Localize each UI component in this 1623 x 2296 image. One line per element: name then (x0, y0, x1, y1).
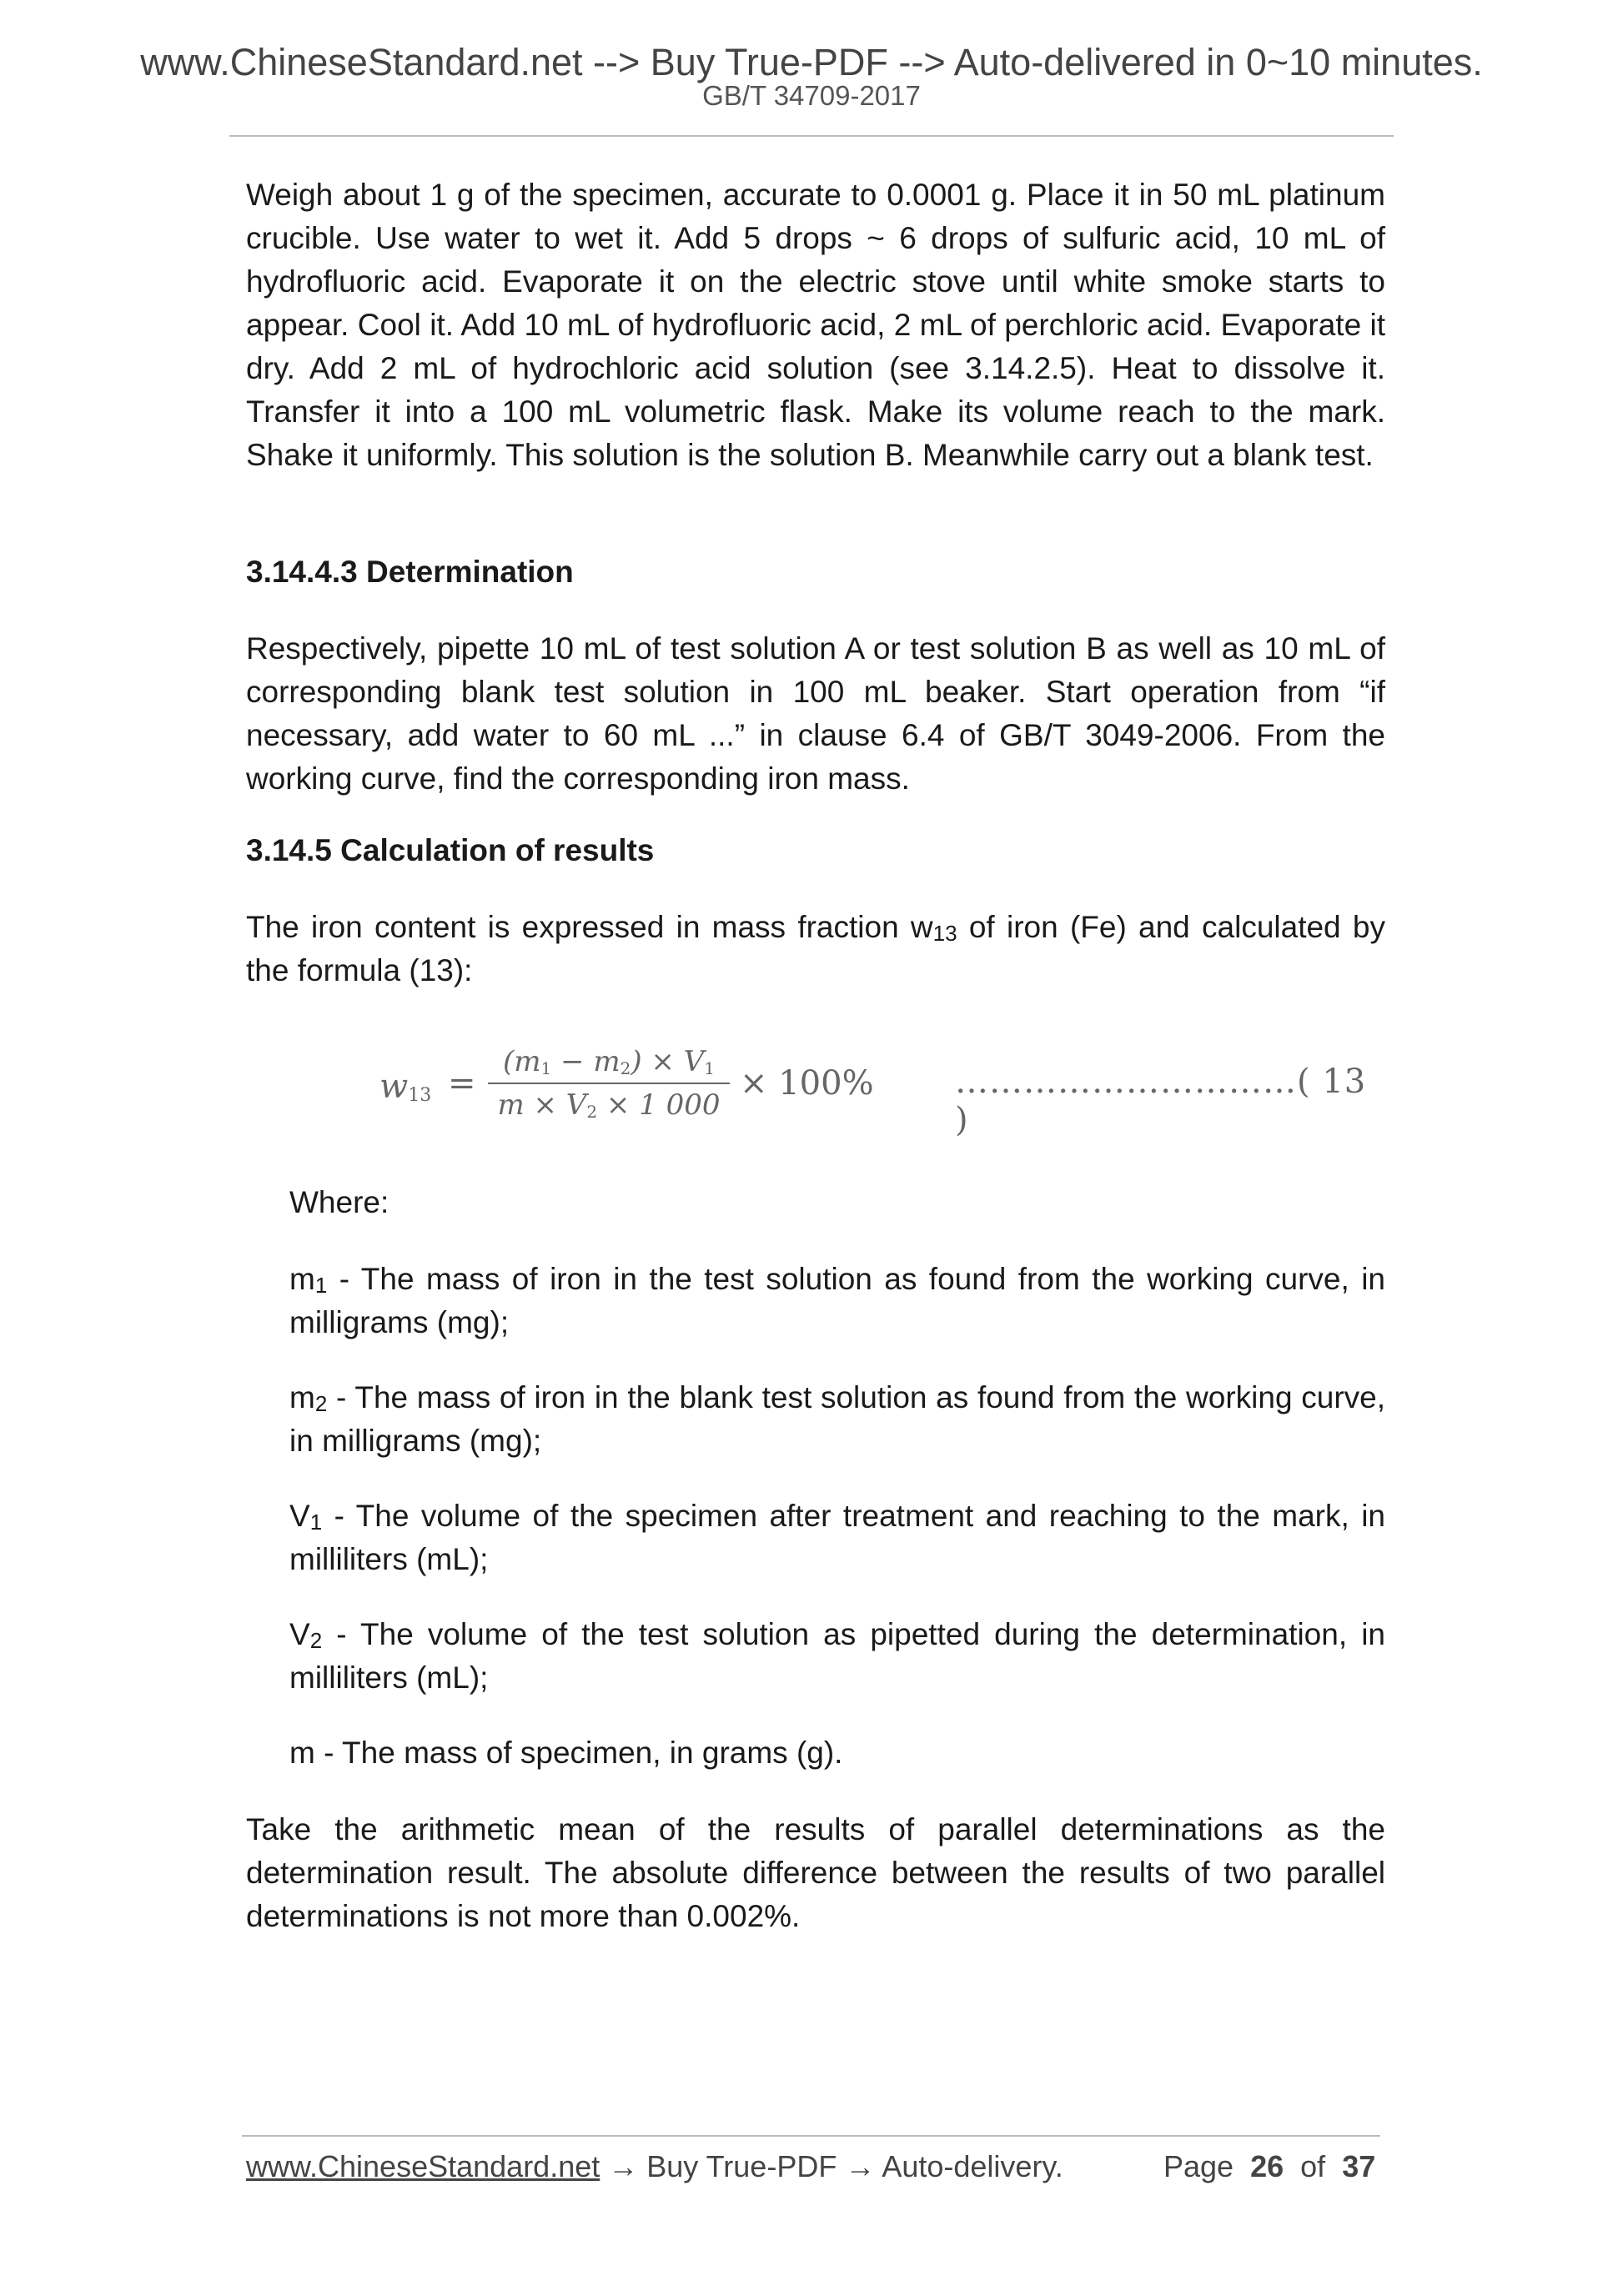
where-label: Where: (289, 1185, 389, 1219)
definition-v1: $V_1$ - The volume of the specimen after treatment and reaching to the mark, in milliliters (mL); (289, 1499, 1385, 1576)
para3-text-after: of iron (Fe) and calculated by the formula (13): (246, 910, 1385, 987)
formula-lhs: $w_{13}$ (379, 1068, 432, 1106)
definition-m1: $m_1$ - The mass of iron in the test solution as found from the working curve, in milligrams (mg); (289, 1262, 1385, 1339)
para3-subscript: 13 (932, 921, 957, 946)
section-heading-determination: 3.14.4.3 Determination (246, 555, 574, 589)
footer-divider (242, 2135, 1380, 2137)
paragraph-iron-content (246, 906, 1385, 992)
formula-fraction (488, 1042, 730, 1124)
page-current: 26 (1250, 2149, 1284, 2183)
page-indicator: Page 26 of 37 (1163, 2149, 1376, 2183)
footer-promo (246, 2149, 1063, 2183)
paragraph-determination: Respectively, pipette 10 mL of test solution A or test solution B as well as 10 mL of corresponding blank test solution in 100 mL beaker. Start operation from “if necessary, add water to 60 mL ...” in clause 6.4 of GB/T 3049-2006. From the working curve, find the corresponding iron mass. (246, 631, 1385, 796)
formula-denominator: $m \times V_2 \times 1$ 000 (497, 1088, 721, 1122)
header-divider (229, 135, 1394, 137)
definition-m2: $m_2$ - The mass of iron in the blank test solution as found from the working curve, in milligrams (mg); (289, 1380, 1385, 1458)
footer-site-link[interactable]: www.ChineseStandard.net (246, 2149, 600, 2183)
paragraph-arithmetic-mean: Take the arithmetic mean of the results of parallel determinations as the determination result. The absolute difference between the results of two parallel determinations is not more than 0.002%. (246, 1812, 1385, 1933)
footer-promo-text: → Buy True-PDF → Auto-delivery. (600, 2149, 1063, 2183)
definition-v2: $V_2$ - The volume of the test solution as pipetted during the determination, in milliliters (mL); (289, 1617, 1385, 1695)
standard-code: GB/T 34709-2017 (702, 80, 921, 111)
site-banner: www.ChineseStandard.net --> Buy True-PDF --> Auto-delivered in 0~10 minutes. (140, 41, 1483, 83)
formula-percent-factor: × 100% (740, 1064, 874, 1103)
formula-equals: = (448, 1064, 476, 1103)
formula-13 (379, 1042, 1389, 1139)
formula-numerator: $(m_1 - m_2) \times V_1$ (503, 1045, 715, 1078)
paragraph-specimen-preparation: Weigh about 1 g of the specimen, accurate to 0.0001 g. Place it in 50 mL platinum crucible. Use water to wet it. Add 5 drops ~ 6 drops of sulfuric acid, 10 mL of hydrofluoric acid. Evaporate it on the electric stove until white smoke starts to appear. Cool it. Add 10 mL of hydrofluoric acid, 2 mL of perchloric acid. Evaporate it dry. Add 2 mL of hydrochloric acid solution (see 3.14.2.5). Heat to dissolve it. Transfer it into a 100 mL volumetric flask. Make its volume reach to the mark. Shake it uniformly. This solution is the solution B. Meanwhile carry out a blank test. (246, 178, 1385, 472)
page-total: 37 (1342, 2149, 1376, 2183)
formula-fraction-bar (488, 1083, 730, 1084)
formula-number-label: …………………………( 13 ) (955, 1063, 1367, 1139)
definition-m: m - The mass of specimen, in grams (g). (289, 1736, 843, 1770)
para3-text-before: The iron content is expressed in mass fraction w (246, 910, 933, 944)
section-heading-calculation: 3.14.5 Calculation of results (246, 833, 655, 867)
